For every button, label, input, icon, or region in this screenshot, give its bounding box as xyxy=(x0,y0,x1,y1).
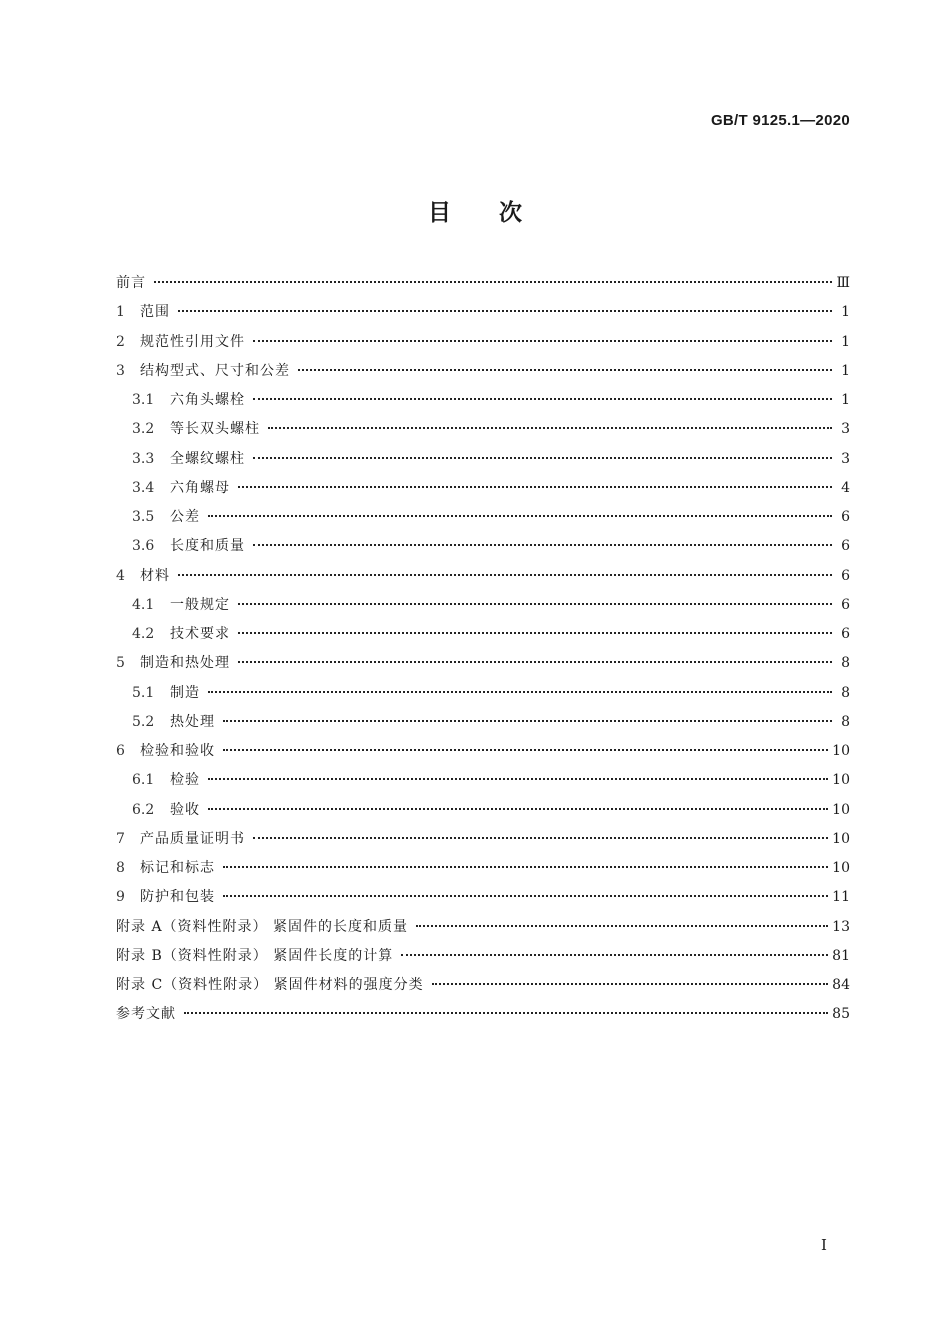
toc-entry-page: 10 xyxy=(832,830,850,847)
toc-entry-label: 全螺纹螺柱 xyxy=(170,450,245,467)
toc-entry-page: 6 xyxy=(841,509,850,525)
toc-entry-label: 标记和标志 xyxy=(140,860,215,876)
toc-entry-number: 3.2 xyxy=(132,421,155,438)
toc-entry-page: 1 xyxy=(841,333,850,350)
toc-dot-leader xyxy=(208,691,832,693)
toc-entry[interactable] xyxy=(116,1000,850,1029)
toc-entry[interactable] xyxy=(116,503,850,532)
toc-entry-page: 8 xyxy=(841,655,850,672)
toc-entry-label: 范围 xyxy=(140,304,170,321)
toc-entry[interactable] xyxy=(116,883,850,912)
toc-entry-number: 6 xyxy=(116,743,125,759)
toc-entry-page: 6 xyxy=(841,538,850,555)
toc-dot-leader xyxy=(184,1012,828,1014)
toc-dot-leader xyxy=(223,866,828,868)
toc-entry-label: 验收 xyxy=(170,801,200,818)
toc-dot-leader xyxy=(253,544,832,546)
toc-entry-page: 6 xyxy=(841,567,850,584)
toc-dot-leader xyxy=(238,603,832,605)
toc-entry-page: 10 xyxy=(832,772,850,789)
toc-dot-leader xyxy=(223,720,832,722)
toc-entry-page: 84 xyxy=(832,977,850,993)
toc-dot-leader xyxy=(223,895,828,897)
toc-entry-number: 1 xyxy=(116,304,125,321)
toc-entry-label: 六角螺母 xyxy=(170,479,230,496)
toc-entry[interactable] xyxy=(116,415,850,444)
toc-entry-number: 6.1 xyxy=(132,772,155,789)
toc-entry-label: 参考文献 xyxy=(116,1006,176,1023)
toc-entry-label: 附录 A（资料性附录） 紧固件的长度和质量 xyxy=(116,918,409,935)
toc-entry[interactable] xyxy=(116,708,850,737)
toc-entry[interactable] xyxy=(116,649,850,678)
toc-entry-page: 3 xyxy=(841,450,850,467)
toc-entry-number: 2 xyxy=(116,333,125,350)
page-title xyxy=(0,194,950,227)
toc-dot-leader xyxy=(253,457,832,459)
toc-entry[interactable] xyxy=(116,854,850,883)
toc-entry-number: 3.1 xyxy=(132,392,155,408)
toc-entry-label: 技术要求 xyxy=(170,626,230,642)
toc-entry-label: 附录 C（资料性附录） 紧固件材料的强度分类 xyxy=(116,977,424,993)
toc-entry-number: 3.5 xyxy=(132,509,155,525)
toc-entry-number: 4 xyxy=(116,567,125,584)
toc-entry-label: 材料 xyxy=(140,567,170,584)
toc-dot-leader xyxy=(253,340,832,342)
toc-dot-leader xyxy=(432,983,829,985)
toc-dot-leader xyxy=(238,632,832,634)
toc-entry-label: 制造 xyxy=(170,684,200,701)
toc-entry-label: 规范性引用文件 xyxy=(140,333,245,350)
toc-entry[interactable] xyxy=(116,766,850,795)
toc-entry-page: 10 xyxy=(832,860,850,876)
toc-entry[interactable] xyxy=(116,591,850,620)
toc-entry-number: 5 xyxy=(116,655,125,672)
title-char-1: 目 xyxy=(428,200,451,226)
title-char-2: 次 xyxy=(499,200,522,226)
toc-entry[interactable] xyxy=(116,620,850,649)
toc-entry-number: 5.2 xyxy=(132,713,155,730)
toc-dot-leader xyxy=(238,661,832,663)
toc-entry-number: 3.6 xyxy=(132,538,155,555)
footer-page-number: Ⅰ xyxy=(821,1236,827,1254)
toc-entry[interactable] xyxy=(116,971,850,1000)
toc-entry-label: 检验 xyxy=(170,772,200,789)
toc-dot-leader xyxy=(253,837,828,839)
toc-entry-number: 6.2 xyxy=(132,801,155,818)
toc-dot-leader xyxy=(253,398,832,400)
toc-dot-leader xyxy=(401,954,828,956)
toc-entry-number: 5.1 xyxy=(132,684,155,701)
toc-entry-label: 检验和验收 xyxy=(140,743,215,759)
toc-entry-page: 1 xyxy=(841,304,850,321)
toc-dot-leader xyxy=(238,486,832,488)
toc-entry-label: 制造和热处理 xyxy=(140,655,230,672)
toc-entry-label: 六角头螺栓 xyxy=(170,392,245,408)
toc-entry-page: 1 xyxy=(841,392,850,408)
toc-entry-label: 等长双头螺柱 xyxy=(170,421,260,438)
toc-dot-leader xyxy=(416,925,828,927)
toc-entry-page: 6 xyxy=(841,596,850,613)
toc-entry[interactable] xyxy=(116,357,850,386)
table-of-contents xyxy=(116,269,850,1030)
toc-entry[interactable] xyxy=(116,562,850,591)
toc-entry[interactable] xyxy=(116,386,850,415)
toc-entry-page: 1 xyxy=(841,362,850,379)
toc-entry-number: 3.4 xyxy=(132,479,155,496)
toc-entry[interactable] xyxy=(116,445,850,474)
toc-entry[interactable] xyxy=(116,269,850,298)
toc-entry-label: 前言 xyxy=(116,275,146,291)
toc-entry-page: 8 xyxy=(841,713,850,730)
toc-entry[interactable] xyxy=(116,679,850,708)
toc-entry-page: 10 xyxy=(832,801,850,818)
standard-number: GB/T 9125.1—2020 xyxy=(710,112,850,129)
toc-entry-page: 8 xyxy=(841,684,850,701)
toc-entry[interactable] xyxy=(116,942,850,971)
toc-entry-page: 6 xyxy=(841,626,850,642)
toc-dot-leader xyxy=(208,778,828,780)
toc-entry-page: Ⅲ xyxy=(836,275,850,291)
toc-entry-number: 8 xyxy=(116,860,125,876)
toc-entry-number: 3.3 xyxy=(132,450,155,467)
toc-entry[interactable] xyxy=(116,796,850,825)
toc-dot-leader xyxy=(154,281,832,283)
toc-entry-label: 防护和包装 xyxy=(140,889,215,906)
toc-entry-page: 10 xyxy=(832,743,850,759)
toc-entry[interactable] xyxy=(116,913,850,942)
toc-dot-leader xyxy=(268,427,832,429)
toc-entry-page: 13 xyxy=(832,918,850,935)
toc-dot-leader xyxy=(298,369,832,371)
toc-entry-number: 7 xyxy=(116,830,125,847)
toc-entry[interactable] xyxy=(116,737,850,766)
toc-entry-number: 4.1 xyxy=(132,596,155,613)
toc-entry-label: 公差 xyxy=(170,509,200,525)
toc-entry[interactable] xyxy=(116,474,850,503)
toc-entry-label: 产品质量证明书 xyxy=(140,830,245,847)
toc-dot-leader xyxy=(223,749,828,751)
toc-entry-label: 结构型式、尺寸和公差 xyxy=(140,362,290,379)
toc-entry-label: 热处理 xyxy=(170,713,215,730)
toc-entry[interactable] xyxy=(116,298,850,327)
toc-entry-page: 4 xyxy=(841,479,850,496)
toc-entry[interactable] xyxy=(116,328,850,357)
toc-entry-number: 9 xyxy=(116,889,125,906)
toc-entry[interactable] xyxy=(116,532,850,561)
toc-entry-page: 85 xyxy=(832,1006,850,1023)
toc-dot-leader xyxy=(178,310,832,312)
toc-dot-leader xyxy=(208,515,832,517)
toc-entry-number: 3 xyxy=(116,362,125,379)
toc-entry-label: 长度和质量 xyxy=(170,538,245,555)
toc-entry-number: 4.2 xyxy=(132,626,155,642)
toc-entry-label: 附录 B（资料性附录） 紧固件长度的计算 xyxy=(116,947,394,964)
toc-dot-leader xyxy=(178,574,832,576)
toc-entry-page: 11 xyxy=(832,889,850,906)
toc-entry-label: 一般规定 xyxy=(170,596,230,613)
toc-entry[interactable] xyxy=(116,825,850,854)
toc-entry-page: 81 xyxy=(832,947,850,964)
toc-entry-page: 3 xyxy=(841,421,850,438)
toc-dot-leader xyxy=(208,808,828,810)
